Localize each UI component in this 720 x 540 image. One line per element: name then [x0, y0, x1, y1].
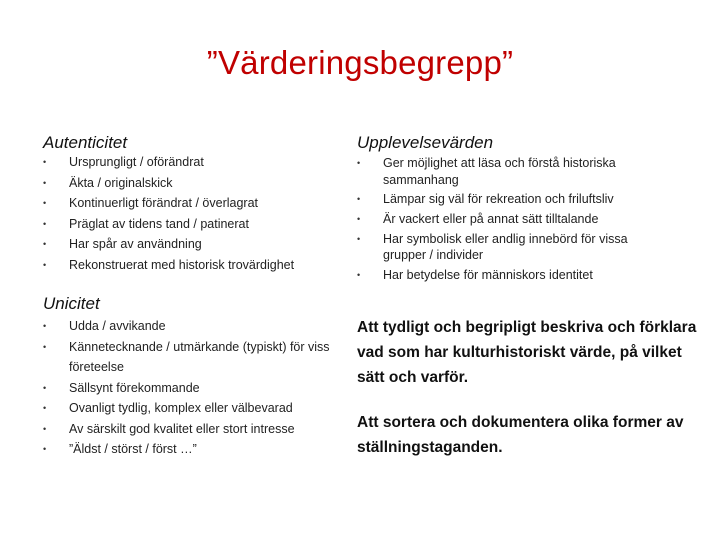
upplevelsevarden-item-text: Är vackert eller på annat sätt tilltalande: [383, 212, 599, 227]
unicitet-item: [43, 337, 343, 378]
upplevelsevarden-item: [357, 267, 657, 284]
upplevelsevarden-item: [357, 211, 657, 228]
unicitet-list: [43, 316, 343, 460]
bullet-icon: •: [357, 214, 361, 225]
autenticitet-item: [43, 173, 343, 194]
statement-describe: Att tydligt och begripligt beskriva och förklara vad som har kulturhistoriskt värde, på vilket sätt och varför.: [357, 319, 697, 386]
bullet-icon: •: [43, 198, 47, 208]
unicitet-item: [43, 419, 343, 440]
autenticitet-item-text: Har spår av användning: [69, 237, 202, 251]
unicitet-item-text: Av särskilt god kvalitet eller stort intresse: [69, 421, 295, 436]
unicitet-item-text: ”Äldst / störst / först …”: [69, 442, 197, 456]
bullet-icon: •: [357, 233, 361, 244]
autenticitet-item: [43, 234, 343, 255]
autenticitet-item: [43, 152, 343, 173]
bullet-icon: •: [43, 218, 47, 229]
bullet-icon: •: [43, 259, 47, 270]
unicitet-item-text: Sällsynt förekommande: [69, 380, 200, 395]
bullet-icon: •: [357, 194, 361, 205]
upplevelsevarden-item: [357, 155, 657, 188]
autenticitet-item: [43, 193, 343, 214]
bullet-icon: •: [43, 403, 47, 413]
autenticitet-heading: Autenticitet: [43, 133, 128, 152]
autenticitet-item: [43, 255, 343, 276]
bullet-icon: •: [357, 270, 361, 281]
autenticitet-item-text: Ursprungligt / oförändrat: [69, 155, 204, 169]
unicitet-heading: Unicitet: [43, 294, 100, 313]
upplevelsevarden-item-text: Ger möjlighet att läsa och förstå historiska sammanhang: [383, 156, 616, 187]
unicitet-item: [43, 378, 343, 399]
upplevelsevarden-item: [357, 231, 657, 264]
unicitet-item: [43, 398, 343, 419]
upplevelsevarden-list: [357, 155, 657, 287]
slide-title: ”Värderingsbegrepp”: [206, 44, 514, 81]
unicitet-item-text: Udda / avvikande: [69, 319, 166, 333]
autenticitet-item-text: Kontinuerligt förändrat / överlagrat: [69, 196, 258, 210]
unicitet-item-text: Ovanligt tydlig, komplex eller välbevarad: [69, 401, 293, 415]
statement-sort: Att sortera och dokumentera olika former av ställningstaganden.: [357, 414, 684, 456]
bullet-icon: •: [43, 341, 47, 352]
autenticitet-item-text: Präglat av tidens tand / patinerat: [69, 216, 249, 231]
bullet-icon: •: [43, 177, 47, 188]
autenticitet-item-text: Äkta / originalskick: [69, 175, 173, 190]
upplevelsevarden-item-text: Har symbolisk eller andlig innebörd för vissa grupper / individer: [383, 231, 628, 263]
upplevelsevarden-heading: Upplevelsevärden: [357, 133, 494, 152]
autenticitet-item-text: Rekonstruerat med historisk trovärdighet: [69, 257, 295, 272]
unicitet-item: [43, 316, 343, 337]
bullet-icon: •: [357, 158, 361, 168]
bullet-icon: •: [43, 157, 47, 167]
unicitet-item: [43, 439, 343, 460]
unicitet-item-text: Kännetecknande / utmärkande (typiskt) för viss företeelse: [69, 339, 330, 374]
upplevelsevarden-item-text: Lämpar sig väl för rekreation och friluftsliv: [383, 192, 614, 207]
upplevelsevarden-item: [357, 191, 657, 208]
bullet-icon: •: [43, 239, 47, 249]
upplevelsevarden-item-text: Har betydelse för människors identitet: [383, 268, 593, 283]
bullet-icon: •: [43, 423, 47, 434]
bullet-icon: •: [43, 382, 47, 393]
bullet-icon: •: [43, 321, 47, 331]
autenticitet-item: [43, 214, 343, 235]
autenticitet-list: [43, 152, 343, 275]
bullet-icon: •: [43, 444, 47, 454]
